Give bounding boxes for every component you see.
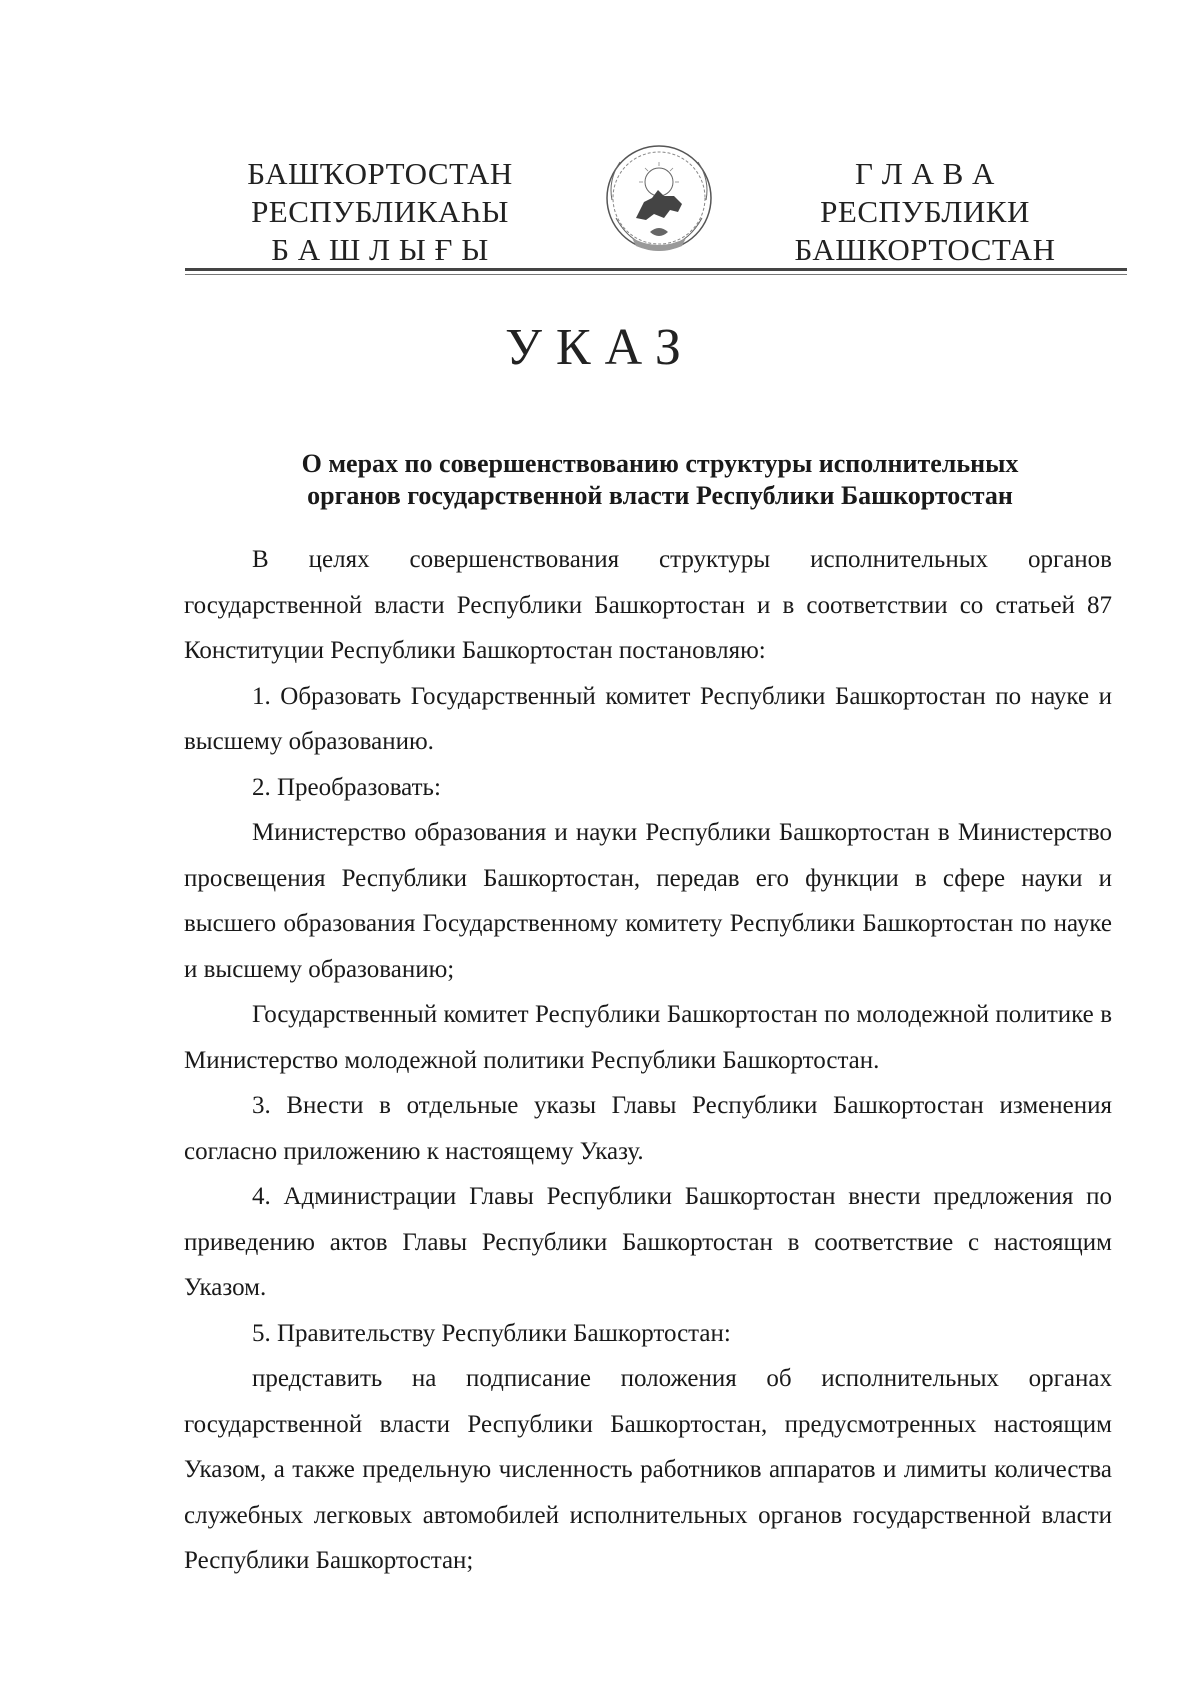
- paragraph-preamble: В целях совершенствования структуры исполнительных органов государственной власти Республики Башкортостан и в соответствии со статьей 87 Конституции Республики Башкортостан постановляю:: [184, 546, 1112, 664]
- header-right-line: БАШКОРТОСТАН: [794, 232, 1056, 267]
- subject-line: О мерах по совершенствованию структуры исполнительных: [301, 449, 1019, 478]
- document-subject: [180, 448, 1140, 512]
- header-left-line: Б А Ш Л Ы Ғ Ы: [271, 232, 489, 267]
- paragraph-item-4: 4. Администрации Главы Республики Башкортостан внести предложения по приведению актов Главы Республики Башкортостан в соответствие с настоящим Указом.: [184, 1183, 1112, 1301]
- header-divider: [185, 268, 1127, 271]
- paragraph-item-1: 1. Образовать Государственный комитет Республики Башкортостан по науке и высшему образованию.: [184, 682, 1112, 755]
- header-left-line: БАШҠОРТОСТАН: [247, 156, 513, 191]
- document-title: УКАЗ: [505, 319, 695, 376]
- paragraph-item-2-ministry-education: Министерство образования и науки Республики Башкортостан в Министерство просвещения Республики Башкортостан, передав его функции в сфере науки и высшего образования Государственному комитету Республики Башкортостан по науке и высшему образованию;: [184, 819, 1112, 983]
- paragraph-item-3: 3. Внести в отдельные указы Главы Республики Башкортостан изменения согласно приложению к настоящему Указу.: [184, 1092, 1112, 1165]
- coat-of-arms-icon: [598, 140, 720, 260]
- header-left-bashkir: [235, 155, 525, 269]
- paragraph-item-5-provisions: представить на подписание положения об исполнительных органах государственной власти Республики Башкортостан, предусмотренных настоящим Указом, а также предельную численность работников аппаратов и лимиты количества служебных легковых автомобилей исполнительных органов государственной власти Республики Башкортостан;: [184, 1365, 1112, 1574]
- header-left-line: РЕСПУБЛИКАҺЫ: [251, 194, 509, 229]
- paragraph-item-5: 5. Правительству Республики Башкортостан:: [252, 1319, 731, 1347]
- header-right-line: Г Л А В А: [855, 156, 995, 191]
- paragraph-item-2: 2. Преобразовать:: [252, 773, 441, 801]
- header-right-line: РЕСПУБЛИКИ: [820, 194, 1030, 229]
- document-body: [184, 537, 1112, 1584]
- header-divider-thin: [185, 274, 1127, 275]
- paragraph-item-2-youth-committee: Государственный комитет Республики Башкортостан по молодежной политике в Министерство молодежной политики Республики Башкортостан.: [184, 1001, 1112, 1074]
- subject-line: органов государственной власти Республики Башкортостан: [307, 481, 1013, 510]
- header-right-russian: [770, 155, 1080, 269]
